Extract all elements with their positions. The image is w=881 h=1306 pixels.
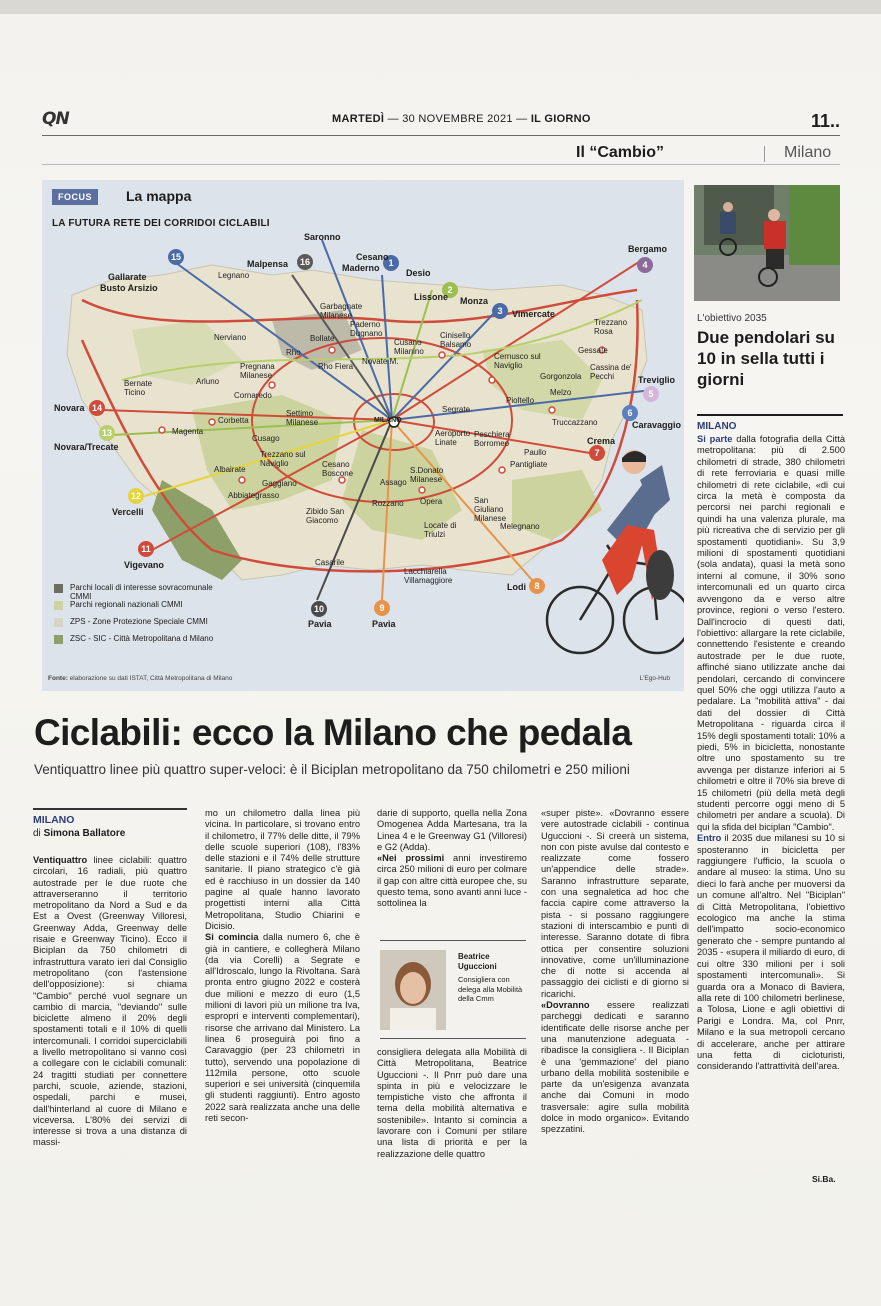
article-column-2: mo un chilometro dalla linea più vicina. In particolare, si trovano entro il chilometro, il 77% delle ditte, il 79% delle scuole superiori (108), l'83% delle stazioni e il 74% delle strutture sanitarie. Il piano strategico c'è già ed è racchiuso in un dossier da 140 pagine al quale hanno lavorato progettisti interni alla Città Metropolitana, Studio Chiarini e Dicisio. Si comincia dalla numero 6, che è già in cantiere, e collegherà Milano (da via Corelli) a Segrate e all'Idroscalo, lungo la Rivoltana. Sarà pronta entro giugno 2022 e costerà due milioni e mezzo di euro (1,5 milioni di lavori più un milione tra Iva, espropri e interventi complementari), risorse che arrivano dal Ministero. La linea 6 proseguirà poi fino a Caravaggio (per 23 chilometri in tutto), servendo una popolazione di 112mila persone, otto scuole superiori e sei università (cinquemila gli studenti raggiunti). Entro agosto 2022 sarà realizzata anche una delle reti secon- bbox=[205, 808, 360, 1124]
place-malpensa: Malpensa bbox=[247, 259, 289, 269]
place-cornaredo: Cornaredo bbox=[234, 391, 272, 400]
place-novara: Novara bbox=[54, 403, 85, 413]
legend-swatch bbox=[54, 584, 63, 593]
place-desio: Desio bbox=[406, 268, 431, 278]
place-segrate: Segrate bbox=[442, 405, 471, 414]
place-vimercate: Vimercate bbox=[512, 309, 555, 319]
place-pregnana: Pregnana Milanese bbox=[240, 362, 275, 380]
place-gaggiano: Gaggiano bbox=[262, 479, 297, 488]
section-city: Milano bbox=[784, 144, 832, 161]
line-number-9: 9 bbox=[379, 603, 385, 613]
place-paderno: Paderno Dugnano bbox=[350, 320, 383, 338]
line-number-12: 12 bbox=[130, 491, 142, 501]
place-cusano: Cusano Milanino bbox=[394, 338, 424, 356]
line-number-15: 15 bbox=[170, 252, 182, 262]
place-linate: Aeroporto Linate bbox=[435, 429, 471, 447]
place-novate: Novate M. bbox=[362, 357, 399, 366]
article-column-3-continued: consigliera delegata alla Mobilità di Città Metropolitana, Beatrice Uguccioni -. Il Pnrr può dare una spinta in più e velocizzare le tempistiche visto che affronta il tema della mobilità alternativa e sostenibile». Intanto si comincia a lavorare con i Comuni per stilare una lista di priorità e per la realizzazione delle quattro bbox=[377, 1047, 527, 1159]
line-number-1: 1 bbox=[388, 258, 394, 268]
place-bergamo: Bergamo bbox=[628, 244, 668, 254]
line-number-3: 3 bbox=[497, 306, 503, 316]
place-gallarate: Gallarate bbox=[108, 272, 147, 282]
place-treviglio: Treviglio bbox=[638, 375, 676, 385]
qn-logo: QN bbox=[42, 109, 69, 129]
caption-rule-bottom bbox=[380, 1038, 526, 1039]
place-magenta: Magenta bbox=[172, 427, 204, 436]
article-city: MILANO bbox=[33, 814, 75, 826]
place-bollate: Bollate bbox=[310, 334, 335, 343]
place-gorgonzola: Gorgonzola bbox=[540, 372, 582, 381]
place-paullo: Paullo bbox=[524, 448, 547, 457]
sidebar-headline: Due pendolari su 10 in sella tutti i giorni bbox=[697, 328, 835, 389]
place-gessate: Gessate bbox=[578, 346, 608, 355]
place-busto: Busto Arsizio bbox=[100, 283, 158, 293]
place-lodi: Lodi bbox=[507, 582, 526, 592]
legend-swatch bbox=[54, 601, 63, 610]
place-cinisello: Cinisello Balsamo bbox=[440, 331, 472, 349]
legend-swatch bbox=[54, 618, 63, 627]
place-trezzano-naviglio: Trezzano sul Naviglio bbox=[260, 450, 306, 468]
place-abbiategrasso: Abbiategrasso bbox=[228, 491, 280, 500]
section-title: Il “Cambio” bbox=[576, 144, 665, 161]
place-locate: Locate di Triulzi bbox=[424, 521, 457, 539]
place-melzo: Melzo bbox=[550, 388, 572, 397]
section-bar bbox=[42, 140, 840, 165]
place-crema: Crema bbox=[587, 436, 616, 446]
line-number-11: 11 bbox=[141, 544, 151, 554]
legend-swatch bbox=[54, 635, 63, 644]
place-peschiera: Peschiera Borromeo bbox=[474, 430, 510, 448]
page-top-edge bbox=[0, 0, 881, 14]
line-number-6: 6 bbox=[627, 408, 633, 418]
line-number-14: 14 bbox=[91, 403, 103, 413]
map-credit: L'Ego-Hub bbox=[639, 675, 670, 682]
sidebar-city: MILANO bbox=[697, 421, 737, 432]
place-pavia-9: Pavia bbox=[372, 619, 396, 629]
article-column-3: darie di supporto, quella nella Zona Omogenea Adda Martesana, tra la Linea 4 e le Greenway G1 (Villoresi) e G2 (Adda). «Nei prossimi anni investiremo circa 250 milioni di euro per colmare il gap con altre città europee che, su questo tema, sono avanti anni luce - sottolinea la bbox=[377, 808, 527, 909]
line-number-2: 2 bbox=[447, 285, 453, 295]
caption-rule-top bbox=[380, 940, 526, 941]
place-garbagnate: Garbagnate Milanese bbox=[320, 302, 363, 320]
line-number-5: 5 bbox=[648, 389, 654, 399]
place-maderno: Maderno bbox=[342, 263, 380, 273]
place-saronno: Saronno bbox=[304, 232, 341, 242]
place-cesano: Cesano bbox=[356, 252, 389, 262]
map-subtitle: LA FUTURA RETE DEI CORRIDOI CICLABILI bbox=[52, 218, 270, 229]
place-melegnano: Melegnano bbox=[500, 522, 540, 531]
place-pavia-10: Pavia bbox=[308, 619, 332, 629]
place-rho: Rho bbox=[286, 348, 301, 357]
dateline: MARTEDÌ — 30 NOVEMBRE 2021 — IL GIORNO bbox=[332, 113, 591, 125]
place-pioltello: Pioltello bbox=[506, 396, 535, 405]
place-milano: MILANO bbox=[374, 417, 402, 424]
article-column-1: Ventiquattro linee ciclabili: quattro circolari, 16 radiali, più quattro autostrade per le due ruote che attraverseranno il territorio metropolitano da Nord a Sud e da Est a Ovest (Greenway Villoresi, Greenway Adda, Greenway delle risaie e Greenway Ticino). Ecco il Biciplan da 750 chilometri di infrastruttura varato ieri dal Consiglio metropolitano (con l'astensione dell'opposizione): si chiama "Cambio" perché vuol segnare un cambio di marcia, "deviando" sulle biciclette almeno il 20% degli spostamenti totali e il 10% di quelli intercomunali. I corridoi superciclabili a livello metropolitano si vanno così a collegare con le ciclabili comunali: 24 tragitti studiati per connettere parchi, scuole, aziende, stazioni, ospedali, parchi e musei, dall'hinterland al cuore di Milano e viceversa. L'80% dei servizi di interesse si trova a una distanza di massi- bbox=[33, 855, 187, 1148]
place-monza: Monza bbox=[460, 296, 488, 306]
caption-role: Consigliera con delega alla Mobilità della Cmm bbox=[458, 975, 523, 1003]
place-cesano-boscone: Cesano Boscone bbox=[322, 460, 354, 478]
place-corbetta: Corbetta bbox=[218, 416, 249, 425]
place-legnano: Legnano bbox=[218, 271, 250, 280]
portrait-photo bbox=[380, 950, 446, 1030]
line-number-8: 8 bbox=[534, 581, 540, 591]
place-rho-fiera: Rho Fiera bbox=[318, 362, 354, 371]
cycle-network-map: 1 2 3 4 5 6 7 8 9 10 11 12 13 14 15 16 FOCUS La mappa LA FUTURA RETE DEI CORRIDOI CICLABILI Gallarate Busto Arsizio Malpensa Saronno Cesano Maderno Desio Lissone Monza Vimercate Bergamo Treviglio Caravaggio Crema Novara Novara/Trecate Vercelli Vigevano Pavia Pavia Lodi MILANO Legnano Nerviano Rho Bollate Paderno Dugnano Cinisello Balsamo Cernusco sul Naviglio Gessate Trezzano Rosa Arluno Pregnana Milanese Corbetta Magenta Cusago Settimo Milanese Abbiategrasso Gaggiano Albairate Zibido San Giacomo Rozzano Opera Melegnano Casarile Lacchiarella Villamaggiore Locate di Triulzi Segrate Peschiera Borromeo Pantigliate Paullo Truccazzano Melzo Gorgonzola Pioltello Bernate Ticino Cornaredo Cesano Boscone Trezzano sul Naviglio Assago S.Donato Milanese San Giuliano Milanese Garbagnate Milanese Cusano Milanino Novate M. Rho Fiera Cassina de' Pecchi Aeroporto Linate Parchi locali di interesse sovracomunale CMMI Parchi regionali nazionali CMMI ZPS - Zone Protezione Speciale CMMI ZSC - SIC - Città Metropolitana d Milano Fonte: elaborazione su dati ISTAT, Città Metropolitana di Milano L'Ego-Hub bbox=[42, 180, 684, 691]
place-zibido: Zibido San Giacomo bbox=[306, 507, 345, 525]
article-byline: di Simona Ballatore bbox=[33, 828, 126, 839]
article-headline: Ciclabili: ecco la Milano che pedala bbox=[34, 712, 632, 753]
place-cassina: Cassina de' Pecchi bbox=[590, 363, 632, 381]
place-trezzano-rosa: Trezzano Rosa bbox=[594, 318, 628, 336]
line-number-7: 7 bbox=[594, 448, 600, 458]
place-nerviano: Nerviano bbox=[214, 333, 247, 342]
sidebar-rule bbox=[697, 414, 843, 416]
place-sangiuliano: San Giuliano Milanese bbox=[474, 496, 507, 523]
place-cusago: Cusago bbox=[252, 434, 280, 443]
place-assago: Assago bbox=[380, 478, 407, 487]
place-vigevano: Vigevano bbox=[124, 560, 164, 570]
place-vercelli: Vercelli bbox=[112, 507, 144, 517]
map-source: Fonte: elaborazione su dati ISTAT, Città Metropolitana di Milano bbox=[48, 675, 233, 682]
place-caravaggio: Caravaggio bbox=[632, 420, 682, 430]
byline-rule bbox=[33, 808, 187, 810]
line-number-10: 10 bbox=[313, 604, 325, 614]
place-opera: Opera bbox=[420, 497, 443, 506]
place-novara-trecate: Novara/Trecate bbox=[54, 442, 119, 452]
place-albairate: Albairate bbox=[214, 465, 246, 474]
sidebar-text: Si parte dalla fotografia della Città metropolitana: più di 2.500 chilometri di strade, 380 chilometri di rete ferroviaria e quasi mille chilometri di rete ciclabile, «di cui circa la metà è composta da percorsi nei parchi regionali e quindi ha una valenza plurale, ma più ricreativa che di servizio per gli spostamenti quotidiani». Su 3,9 milioni di spostamenti quotidiani (sola andata), quasi la metà sono interni al comune, il 30% sono intercomunali ed un quarto circa avvengono da e verso altre province, regioni o verso l'estero. Dall'incrocio di questi dati, l'obiettivo: allargare la rete ciclabile, connettendo l'esistente e creando autostrade per le due ruote, affinché siano utilizzate anche dai pendolari, cercando di convincere quel 50% che oggi utilizza l'auto a pedalare. La "mobilità attiva" - dai dati del dossier di Città Metropolitana - riguarda circa il 15% degli spostamenti totali: 10% a piedi, 5% in bicicletta, nonostante oltre uno spostamento su tre avvenga per distanze inferiori ai 5 chilometri e oltre il 70% sia breve di 15 chilometri (più della metà degli studenti percorre oggi meno di 5 chilometri per andare a scuola). Di qui la sfida del biciplan "Cambio". Entro il 2035 due milanesi su 10 si sposteranno in bicicletta per raggiungere l'ufficio, la scuola o andare al museo: la stima. Uno su dieci lo farà anche per muoversi da un comune all'altro. Nel "Biciplan" di Città Metropolitana, l'obiettivo ecologico ma anche la stima dell'impatto socio-economico generato che - sempre puntando al 2035 - «supera il miliardo di euro, di cui oltre 330 milioni per i soli spostamenti intercomunali». Si guarda ora a Monaco di Baviera, alla rete di 100 chilometri berlinese, a Tolosa, Lione e agli obiettivi di Parigi e Londra. Ma, col Pnrr, Milano e la sua metropoli cercano di accelerare, anche per attirare una fetta di cicloturisti, considerando l'attrattività dell'area. bbox=[697, 434, 845, 1072]
caption-name: Beatrice Uguccioni bbox=[458, 952, 497, 971]
place-arluno: Arluno bbox=[196, 377, 220, 386]
focus-badge: FOCUS bbox=[52, 189, 98, 205]
page-number: 11.. bbox=[810, 111, 840, 131]
map-title: La mappa bbox=[126, 188, 192, 204]
place-lissone: Lissone bbox=[414, 292, 449, 302]
place-truccazzano: Truccazzano bbox=[552, 418, 598, 427]
line-number-4: 4 bbox=[642, 260, 648, 270]
place-settimo: Settimo Milanese bbox=[286, 409, 319, 427]
line-number-16: 16 bbox=[299, 257, 311, 267]
place-bernate: Bernate Ticino bbox=[124, 379, 153, 397]
place-lacchiarella: Lacchiarella Villamaggiore bbox=[404, 567, 453, 585]
place-casarile: Casarile bbox=[315, 558, 345, 567]
article-column-4: «super piste». «Dovranno essere vere autostrade ciclabili - continua Uguccioni -. Si creerà un sistema, non con piste avulse dal contesto e realizzate come fossero un'appendice delle strade». Saranno infrastrutture separate, con una segnaletica ad hoc che faccia capire come attraverso la pista - si possano raggiungere stazioni di interscambio e punti di interesse. Saranno dotate di fibra ottica per consentire soluzioni innovative, come un'illuminazione che di notte si accenda al passaggio dei ciclisti e di giorno si ricarichi. «Dovranno essere realizzati parcheggi dedicati e saranno identificate delle risorse anche per una manutenzione adeguata - ribadisce la consigliera -. Il Biciplan è una 'gemmazione' del piano urbano della mobilità sostenibile e parte da un'esigenza avanzata anche dai Comuni in modo trasversale: agire sulla mobilità dolce in modo organico». Evitando spezzatini. bbox=[541, 808, 689, 1135]
place-sandonato: S.Donato Milanese bbox=[410, 466, 444, 484]
article-subheadline: Ventiquattro linee più quattro super-veloci: è il Biciplan metropolitano da 750 chilometri e 250 milioni bbox=[34, 762, 630, 777]
line-number-13: 13 bbox=[101, 428, 113, 438]
place-rozzano: Rozzano bbox=[372, 499, 404, 508]
sidebar-kicker: L'obiettivo 2035 bbox=[697, 313, 767, 324]
masthead bbox=[42, 107, 840, 136]
section-divider bbox=[764, 146, 765, 162]
sidebar-signature: Si.Ba. bbox=[812, 1174, 836, 1184]
place-cernusco: Cernusco sul Naviglio bbox=[494, 352, 541, 370]
cyclists-photo bbox=[694, 185, 840, 301]
place-pantigliate: Pantigliate bbox=[510, 460, 548, 469]
